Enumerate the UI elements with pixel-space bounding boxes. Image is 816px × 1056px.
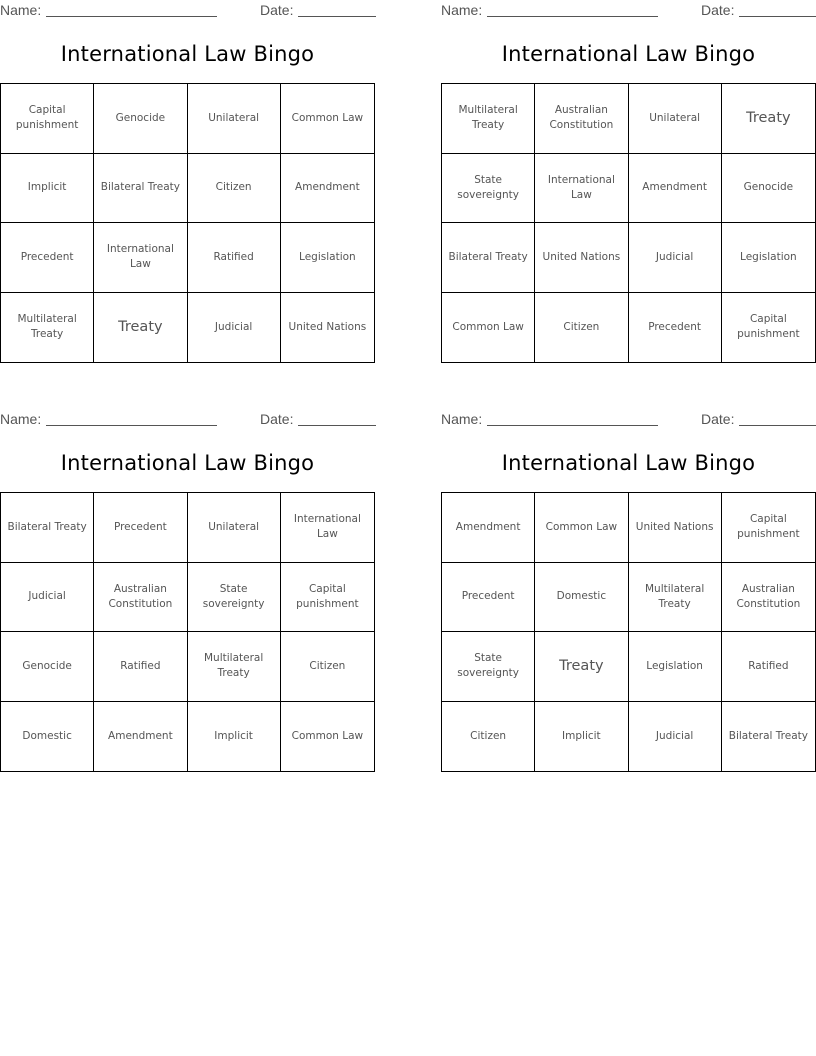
bingo-cell: Australian Constitution	[722, 563, 815, 633]
name-blank-line	[487, 16, 658, 17]
bingo-cell: Implicit	[1, 154, 94, 224]
bingo-cell: Genocide	[722, 154, 815, 224]
date-blank-line	[739, 16, 816, 17]
name-blank-line	[487, 425, 658, 426]
name-label: Name:	[441, 411, 483, 427]
name-blank-line	[46, 425, 217, 426]
bingo-cell: Unilateral	[188, 493, 281, 563]
bingo-cell: Multilateral Treaty	[1, 293, 94, 363]
bingo-cell: Implicit	[188, 702, 281, 772]
bingo-grid	[441, 492, 816, 772]
bingo-grid	[0, 83, 375, 363]
bingo-cell: State sovereignty	[442, 632, 535, 702]
bingo-cell: Ratified	[94, 632, 187, 702]
bingo-card	[0, 409, 375, 774]
bingo-cell: Bilateral Treaty	[94, 154, 187, 224]
bingo-cell: Capital punishment	[281, 563, 374, 633]
name-label: Name:	[0, 411, 42, 427]
bingo-cell: International Law	[94, 223, 187, 293]
bingo-cell: Bilateral Treaty	[1, 493, 94, 563]
bingo-cell: Australian Constitution	[535, 84, 628, 154]
bingo-cell: United Nations	[288, 320, 367, 333]
bingo-cell: Capital punishment	[1, 84, 94, 154]
bingo-grid	[0, 492, 375, 772]
bingo-cell: Genocide	[1, 632, 94, 702]
bingo-cell: Amendment	[281, 154, 374, 224]
name-date-row	[441, 409, 816, 429]
bingo-cell: Precedent	[1, 223, 94, 293]
bingo-cell: Legislation	[281, 223, 374, 293]
bingo-cell: International Law	[535, 154, 628, 224]
bingo-card	[441, 409, 816, 774]
bingo-cell: Amendment	[629, 154, 722, 224]
bingo-cell: Implicit	[535, 702, 628, 772]
bingo-cell: Legislation	[629, 632, 722, 702]
bingo-cell: Legislation	[722, 223, 815, 293]
date-blank-line	[739, 425, 816, 426]
bingo-cell: Common Law	[281, 84, 374, 154]
bingo-cell: Treaty	[94, 293, 187, 363]
name-date-row	[0, 0, 375, 20]
date-label: Date:	[701, 411, 735, 427]
bingo-cell: Ratified	[188, 223, 281, 293]
bingo-cell: Common Law	[535, 493, 628, 563]
bingo-cell: Multilateral Treaty	[442, 84, 535, 154]
bingo-cell: Citizen	[535, 293, 628, 363]
date-label: Date:	[260, 411, 294, 427]
bingo-cell: Precedent	[442, 563, 535, 633]
bingo-cell: Precedent	[629, 293, 722, 363]
card-title: International Law Bingo	[501, 42, 756, 66]
bingo-cell: Judicial	[629, 223, 722, 293]
bingo-cell: Unilateral	[188, 84, 281, 154]
name-date-row	[441, 0, 816, 20]
bingo-cell: United Nations	[629, 493, 722, 563]
bingo-cell: Treaty	[722, 84, 815, 154]
bingo-cell: Amendment	[442, 493, 535, 563]
bingo-cell: Australian Constitution	[94, 563, 187, 633]
name-date-row	[0, 409, 375, 429]
bingo-cell: Domestic	[1, 702, 94, 772]
date-blank-line	[298, 16, 376, 17]
card-title: International Law Bingo	[60, 451, 315, 475]
date-blank-line	[298, 425, 376, 426]
bingo-cell: Multilateral Treaty	[629, 563, 722, 633]
bingo-cell: Capital punishment	[722, 493, 815, 563]
bingo-cell: Multilateral Treaty	[188, 632, 281, 702]
bingo-cell: Ratified	[722, 632, 815, 702]
bingo-cell: Common Law	[442, 293, 535, 363]
bingo-cell: Common Law	[291, 729, 364, 742]
bingo-cell: Citizen	[442, 702, 535, 772]
bingo-grid	[441, 83, 816, 363]
bingo-cell: Bilateral Treaty	[728, 729, 808, 742]
bingo-card	[441, 0, 816, 365]
name-label: Name:	[0, 2, 42, 18]
bingo-cell: Capital punishment	[737, 313, 800, 341]
bingo-cell: State sovereignty	[188, 563, 281, 633]
date-label: Date:	[260, 2, 294, 18]
bingo-cell: Judicial	[629, 702, 722, 772]
bingo-cell: Amendment	[94, 702, 187, 772]
bingo-cell: Judicial	[1, 563, 94, 633]
bingo-cell: Genocide	[94, 84, 187, 154]
bingo-cell: Treaty	[535, 632, 628, 702]
name-label: Name:	[441, 2, 483, 18]
bingo-cell: Citizen	[188, 154, 281, 224]
name-blank-line	[46, 16, 217, 17]
bingo-cell: State sovereignty	[442, 154, 535, 224]
date-label: Date:	[701, 2, 735, 18]
bingo-cell: Unilateral	[629, 84, 722, 154]
bingo-card	[0, 0, 375, 365]
bingo-cell: International Law	[281, 493, 374, 563]
card-title: International Law Bingo	[501, 451, 756, 475]
bingo-cell: United Nations	[535, 223, 628, 293]
bingo-cell: Domestic	[535, 563, 628, 633]
card-title: International Law Bingo	[60, 42, 315, 66]
bingo-cell: Precedent	[94, 493, 187, 563]
bingo-cell: Judicial	[188, 293, 281, 363]
bingo-cell: Bilateral Treaty	[442, 223, 535, 293]
bingo-cell: Citizen	[281, 632, 374, 702]
